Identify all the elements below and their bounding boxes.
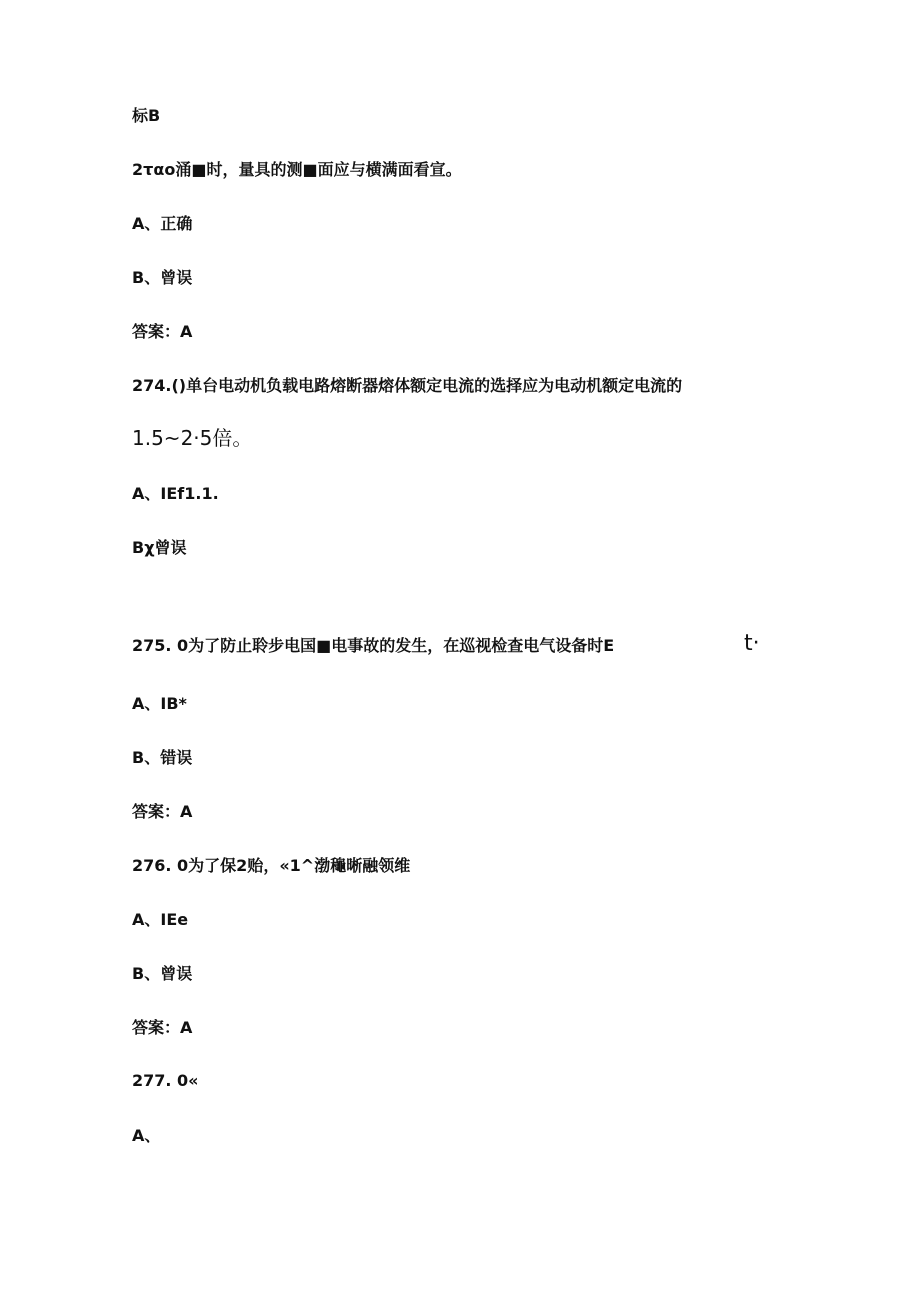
option-a: A、IEe xyxy=(132,910,189,929)
option-b: Bχ曾误 xyxy=(132,538,187,557)
question-275: 275. 0为了防止聆步电国■电事故的发生，在巡视检查电气设备时E xyxy=(132,636,615,655)
question-274: 274.()单台电动机负载电路熔断器熔体额定电流的选择应为电动机额定电流的 xyxy=(132,376,683,395)
question-277: 277. 0« xyxy=(132,1071,199,1090)
question-276: 276. 0为了保2贻，«1^渤龝晰融领维 xyxy=(132,856,411,875)
answer: 答案：A xyxy=(132,802,193,821)
stray-mark: t· xyxy=(744,631,760,656)
question-text: 2ταo涌■时，量具的测■面应与横满面看宣。 xyxy=(132,160,462,179)
option-a: A、 xyxy=(132,1126,161,1145)
option-b: B、曾误 xyxy=(132,268,193,287)
option-b: B、错误 xyxy=(132,748,193,767)
line-fragment: 标B xyxy=(132,106,161,125)
option-a: A、IEf1.1. xyxy=(132,484,219,503)
question-274-continued: 1.5~2·5倍。 xyxy=(132,426,253,450)
option-a: A、IB* xyxy=(132,694,187,713)
answer: 答案：A xyxy=(132,1018,193,1037)
option-b: B、曾误 xyxy=(132,964,193,983)
answer: 答案：A xyxy=(132,322,193,341)
option-a: A、正确 xyxy=(132,214,193,233)
